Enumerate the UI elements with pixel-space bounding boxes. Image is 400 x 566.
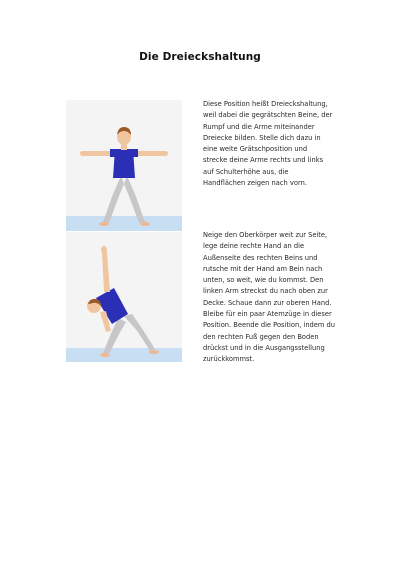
instruction-text-2 bbox=[203, 230, 351, 366]
text-line: auf Schulterhöhe aus, die bbox=[203, 167, 289, 176]
text-line: eine weite Grätschposition und bbox=[203, 145, 308, 154]
text-line: Decke. Schaue dann zur oberen Hand. bbox=[203, 298, 332, 307]
text-line: zurückkommst. bbox=[203, 355, 255, 364]
instruction-text-1 bbox=[203, 99, 351, 189]
photo-star-pose bbox=[66, 100, 182, 231]
page-title: Die Dreieckshaltung bbox=[139, 51, 261, 63]
text-line: Handflächen zeigen nach vorn. bbox=[203, 179, 307, 188]
text-line: drückst und in die Ausgangsstellung bbox=[203, 343, 325, 352]
text-line: lege deine rechte Hand an die bbox=[203, 242, 305, 251]
text-line: Rumpf und die Arme miteinander bbox=[203, 122, 315, 131]
text-line: Bleibe für ein paar Atemzüge in dieser bbox=[203, 310, 332, 319]
text-line: Außenseite des rechten Beins und bbox=[203, 253, 318, 262]
text-line: Neige den Oberkörper weit zur Seite, bbox=[203, 231, 328, 239]
text-line: den rechten Fuß gegen den Boden bbox=[203, 332, 319, 341]
text-line: rutsche mit der Hand am Bein nach bbox=[203, 264, 323, 273]
text-line: unten, so weit, wie du kommst. Den bbox=[203, 276, 324, 285]
text-line: Position. Beende die Position, indem du bbox=[203, 321, 336, 330]
photo-triangle-pose bbox=[66, 232, 182, 362]
text-line: linken Arm streckst du nach oben zur bbox=[203, 287, 328, 296]
text-line: Dreiecke bilden. Stelle dich dazu in bbox=[203, 133, 321, 142]
yoga-mat bbox=[66, 348, 182, 362]
text-line: Diese Position heißt Dreieckshaltung, bbox=[203, 100, 328, 108]
text-line: strecke deine Arme rechts und links bbox=[203, 156, 324, 165]
yoga-mat bbox=[66, 216, 182, 231]
text-line: weil dabei die gegrätschten Beine, der bbox=[203, 111, 333, 120]
